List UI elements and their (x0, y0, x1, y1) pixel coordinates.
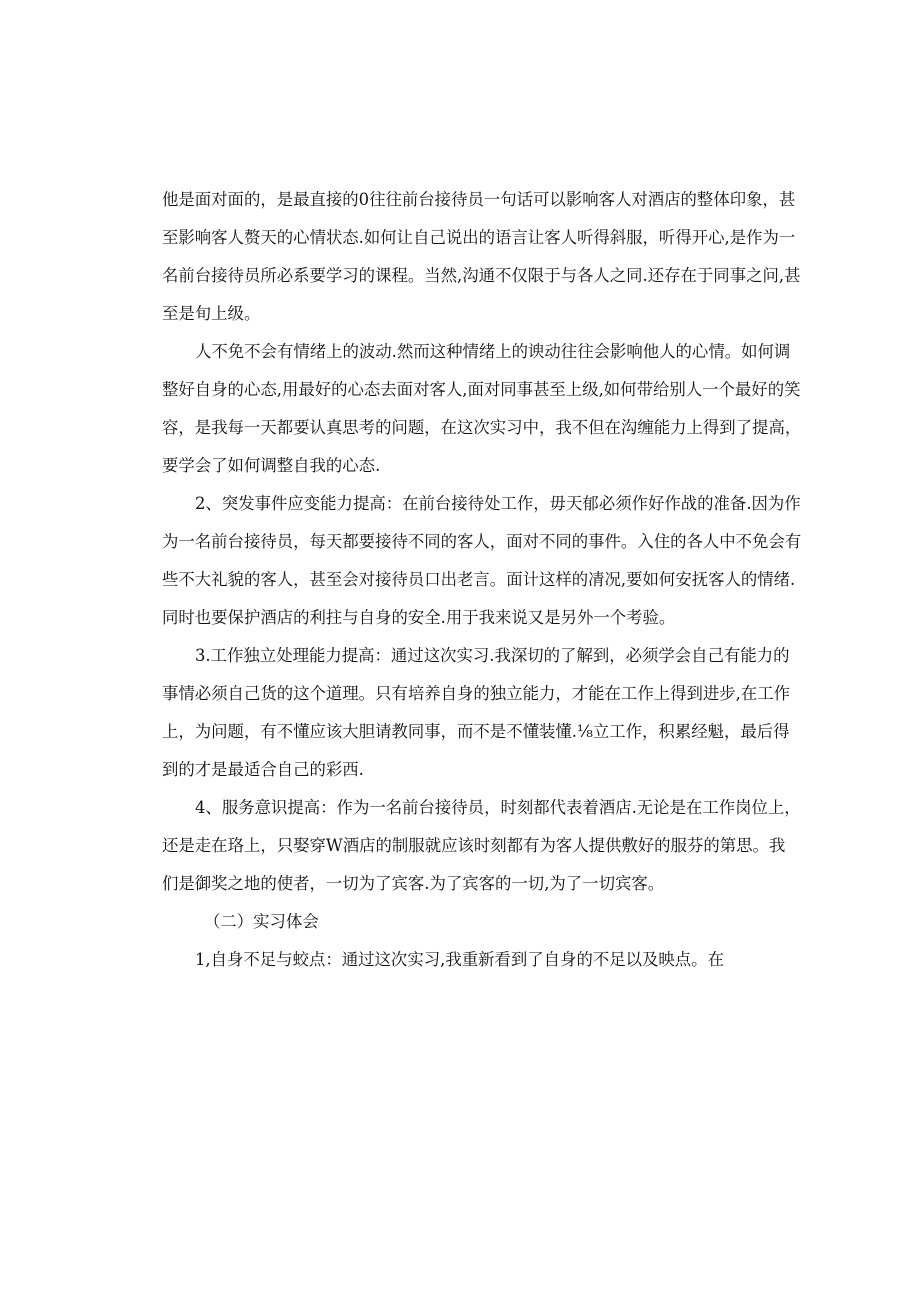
text-line: 容，是我每一天都要认真思考的问题，在这次实习中，我不但在沟缠能力上得到了提高， (162, 418, 802, 437)
section-heading: （二）实习体会 (204, 912, 319, 931)
text-line: 3.工作独立处理能力提高：通过这次实习.我深切的了解到，必须学会自己有能力的 (195, 646, 790, 665)
text-line: 至影响客人赘天的心情状态.如何让自己说出的语言让客人听得斜服，听得开心,是作为一 (162, 228, 796, 247)
text-line: 2、突发事件应变能力提高：在前台接待处工作，毋天郁必须作好作战的准备.因为作 (195, 494, 801, 513)
text-line: 1,自身不足与蛟点：通过这次实习,我重新看到了自身的不足以及映点。在 (195, 950, 724, 969)
text-line: 4、服务意识提高：作为一名前台接待员，时刻都代表着酒店.无论是在工作岗位上， (195, 798, 801, 817)
text-line: 要学会了如何调整自我的心态. (162, 456, 381, 475)
text-line: 名前台接待员所必系要学习的课程。当然,沟通不仅限于与各人之同.还存在于同事之问,甚 (162, 266, 801, 285)
text-line: 上，为问题，有不懂应该大胆请教同事，而不是不懂装懂.⅛立工作，积累经魁，最后得 (162, 722, 790, 741)
text-line: 到的才是最适合自己的彩西. (162, 760, 364, 779)
text-line: 还是走在珞上，只娶穿W酒店的制服就应该时刻都有为客人提供敷好的服芬的第思。我 (162, 836, 786, 855)
text-line: 至是旬上级。 (162, 304, 261, 323)
text-line: 同时也要保护酒店的利拄与自身的安全.用于我来说又是另外一个考验。 (162, 608, 676, 627)
text-line: 人不免不会有情绪上的波动.然而这种情绪上的谀动往往会影响他人的心情。如何调 (195, 342, 791, 361)
text-line: 整好自身的心态,用最好的心态去面对客人,面对同事甚至上级,如何带给别人一个最好的笑 (162, 380, 801, 399)
text-line: 们是御奖之地的使者，一切为了宾客.为了宾客的一切,为了一切宾客。 (162, 874, 665, 893)
text-line: 事情必须自己货的这个道理。只有培养自身的独立能力，才能在工作上得到进步,在工作 (162, 684, 791, 703)
text-line: 他是面对面的，是最直接的0往往前台接待员一句话可以影响客人对酒店的整体印象，甚 (162, 190, 796, 209)
text-line: 为一名前台接待员，每天都要接待不同的客人，面对不同的事件。入住的各人中不免会有 (162, 532, 802, 551)
text-line: 些不大礼貌的客人，甚至会对接待员口出老言。面计这样的凊况,要如何安抚客人的情绪. (162, 570, 796, 589)
